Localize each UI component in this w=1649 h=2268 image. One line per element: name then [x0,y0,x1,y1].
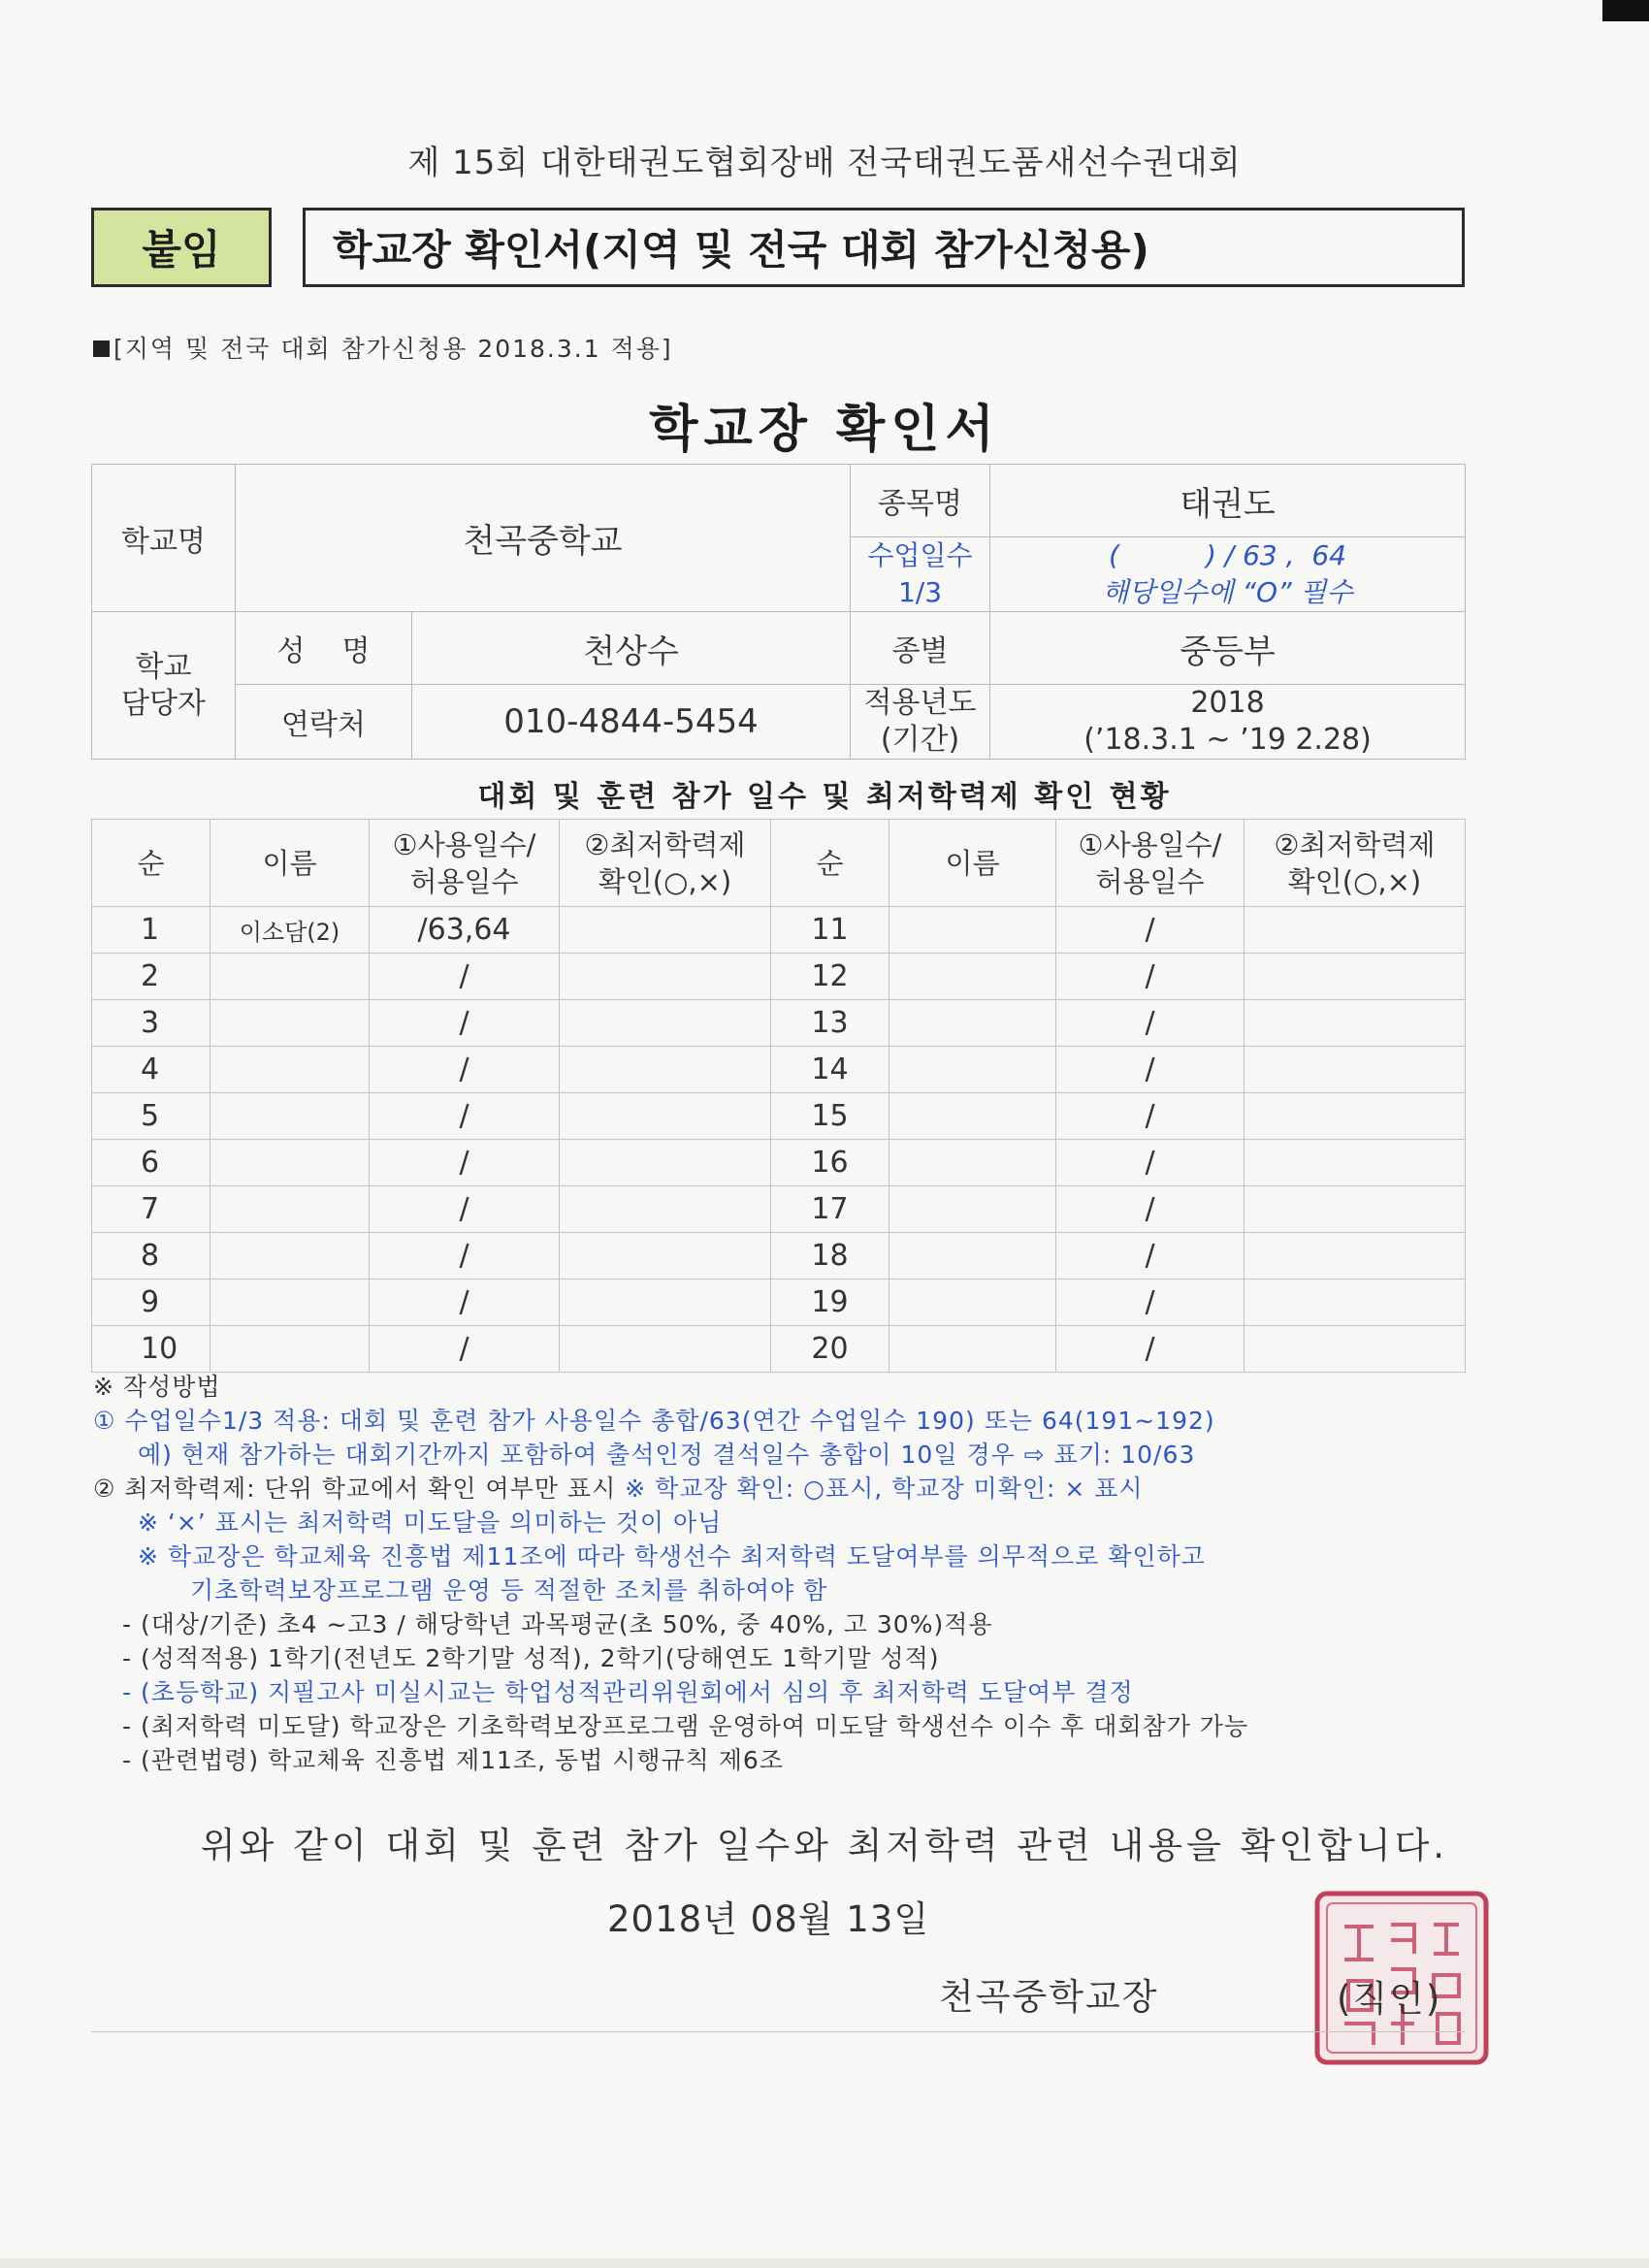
table-row [92,1093,1466,1140]
year-value [990,685,1466,760]
academic-check [560,1326,771,1373]
used-days: / [370,1326,560,1373]
table-row [92,1000,1466,1047]
apply-note [93,330,673,365]
academic-check [560,1093,771,1140]
year-value-main: 2018 [1190,686,1265,720]
row-no: 8 [92,1233,210,1280]
academic-check [1245,907,1466,954]
principal-title: 천곡중학교장 [939,1976,1159,2018]
header-check [1245,820,1466,907]
header-days-1: ①사용일수/ [1078,827,1222,861]
class-days-label-2: 1/3 [897,576,943,608]
used-days: / [370,1233,560,1280]
year-period: (’18.3.1 ~ ’19 2.28) [1083,723,1372,757]
note-2-prefix: ② 최저학력제: 단위 학교에서 확인 여부만 표시 [93,1474,626,1503]
class-days-label-1: 수업일수 [867,539,973,571]
detail-4: - (최저학력 미도달) 학교장은 기초학력보장프로그램 운영하여 미도달 학생선수 이수 후 대회참가 가능 [122,1712,1249,1740]
athlete-name [210,1280,370,1326]
notes-heading: ※ 작성방법 [93,1373,221,1401]
athlete-name [210,954,370,1000]
phone-value: 010-4844-5454 [412,685,851,760]
division-value: 중등부 [990,612,1466,685]
row-no: 13 [771,1000,889,1047]
used-days: / [1056,1326,1245,1373]
phone-label: 연락처 [236,685,412,760]
row-no: 11 [771,907,889,954]
athlete-name [889,907,1056,954]
athlete-name [889,1093,1056,1140]
detail-1: - (대상/기준) 초4 ~고3 / 해당학년 과목평균(초 50%, 중 40%, 고 30%)적용 [122,1610,993,1638]
header-days-1: ①사용일수/ [392,827,536,861]
academic-check [560,1047,771,1093]
row-no: 12 [771,954,889,1000]
note-2 [93,1472,1480,1506]
used-days: / [1056,1093,1245,1140]
seal-label: (직인) [1337,1978,1442,2020]
row-no: 10 [92,1326,210,1373]
used-days: / [1056,1140,1245,1186]
header-days [370,820,560,907]
used-days: / [1056,1186,1245,1233]
athlete-name [210,1140,370,1186]
athlete-name [210,1233,370,1280]
academic-check [1245,954,1466,1000]
school-info-table [91,464,1466,760]
athlete-name [889,1047,1056,1093]
row-no: 14 [771,1047,889,1093]
academic-check [560,954,771,1000]
person-name-value: 천상수 [412,612,851,685]
header-no: 순 [92,820,210,907]
used-days: /63,64 [370,907,560,954]
academic-check [1245,1093,1466,1140]
class-days-value [990,537,1466,612]
document-title: 학교장 확인서 [649,401,1000,459]
row-no: 19 [771,1280,889,1326]
athlete-name [889,1186,1056,1233]
athlete-name [210,1047,370,1093]
athlete-name [210,1186,370,1233]
header-check-2: 확인(○,×) [1287,864,1422,898]
row-no: 3 [92,1000,210,1047]
athlete-name [889,1233,1056,1280]
header-check-1: ②최저학력제 [584,827,746,861]
year-label [851,685,990,760]
academic-check [560,1280,771,1326]
note-4-line-1: ※ 학교장은 학교체육 진흥법 제11조에 따라 학생선수 최저학력 도달여부를 의무적으로 확인하고 [138,1542,1206,1571]
apply-note-text: [지역 및 전국 대회 참가신청용 2018.3.1 적용] [113,335,673,363]
used-days: / [370,1140,560,1186]
table-row [92,1047,1466,1093]
used-days: / [1056,954,1245,1000]
note-2-blue: ※ 학교장 확인: ○표시, 학교장 미확인: × 표시 [625,1474,1144,1503]
header-days-2: 허용일수 [1095,864,1205,898]
athlete-name [889,1140,1056,1186]
athlete-name [210,1093,370,1140]
academic-check [1245,1000,1466,1047]
contact-label-1: 학교 [135,649,192,684]
detail-3: - (초등학교) 지필고사 미실시교는 학업성적관리위원회에서 심의 후 최저학력 도달여부 결정 [122,1678,1134,1706]
used-days: / [370,1000,560,1047]
used-days: / [370,1093,560,1140]
contact-label-2: 담당자 [121,686,206,721]
year-label-2: (기간) [880,723,960,757]
used-days: / [1056,1233,1245,1280]
note-1-line-1: ① 수업일수1/3 적용: 대회 및 훈련 참가 사용일수 총합/63(연간 수업일수 190) 또는 64(191~192) [93,1407,1215,1435]
used-days: / [1056,907,1245,954]
table-row [92,1326,1466,1373]
athlete-name [889,1000,1056,1047]
note-3: ※ ‘×’ 표시는 최저학력 미도달을 의미하는 것이 아님 [138,1508,723,1537]
note-1-line-2: 예) 현재 참가하는 대회기간까지 포함하여 출석인정 결석일수 총합이 10일 경우 ⇨ 표기: 10/63 [138,1441,1196,1469]
header-no: 순 [771,820,889,907]
row-no: 16 [771,1140,889,1186]
used-days: / [370,954,560,1000]
table-row [92,1280,1466,1326]
header-name: 이름 [210,820,370,907]
academic-check [1245,1280,1466,1326]
used-days: / [370,1280,560,1326]
header-name: 이름 [889,820,1056,907]
bottom-divider [91,2031,1465,2032]
writing-instructions [93,1370,1480,1777]
class-days-note: 해당일수에 “O” 필수 [1102,576,1353,608]
contact-person-label [92,612,236,760]
header-days [1056,820,1245,907]
confirmation-statement: 위와 같이 대회 및 훈련 참가 일수와 최저학력 관련 내용을 확인합니다. [200,1825,1449,1866]
athlete-name: 이소담(2) [210,907,370,954]
issue-date: 2018년 08월 13일 [607,1898,930,1940]
header-days-2: 허용일수 [409,864,519,898]
athlete-name [889,954,1056,1000]
division-label: 종별 [851,612,990,685]
row-no: 9 [92,1280,210,1326]
athlete-name [889,1280,1056,1326]
row-no: 18 [771,1233,889,1280]
table-row [92,1186,1466,1233]
athlete-name [889,1326,1056,1373]
scan-bottom-edge [0,2258,1649,2268]
table-row [92,907,1466,954]
academic-check [1245,1047,1466,1093]
header-check [560,820,771,907]
header-check-2: 확인(○,×) [598,864,732,898]
academic-check [1245,1140,1466,1186]
row-no: 1 [92,907,210,954]
attachment-badge: 붙임 [91,208,272,287]
used-days: / [1056,1047,1245,1093]
row-no: 20 [771,1326,889,1373]
academic-check [1245,1233,1466,1280]
class-days-label [851,537,990,612]
academic-check [560,1186,771,1233]
note-4-line-2: 기초학력보장프로그램 운영 등 적절한 조치를 취하여야 함 [190,1576,828,1604]
detail-2: - (성적적용) 1학기(전년도 2학기말 성적), 2학기(당해연도 1학기말 성적) [122,1644,940,1672]
row-no: 17 [771,1186,889,1233]
scan-edge-mark [1602,0,1649,21]
used-days: / [1056,1280,1245,1326]
table-row [92,954,1466,1000]
academic-check [560,1140,771,1186]
table-row [92,1233,1466,1280]
form-title-box: 학교장 확인서(지역 및 전국 대회 참가신청용) [303,208,1465,287]
row-no: 15 [771,1093,889,1140]
athlete-name [210,1000,370,1047]
participation-roster-table [91,819,1466,1373]
academic-check [1245,1186,1466,1233]
class-days-fraction: ( ) / 63 , 64 [1109,539,1346,571]
row-no: 4 [92,1047,210,1093]
row-no: 6 [92,1140,210,1186]
row-no: 5 [92,1093,210,1140]
used-days: / [1056,1000,1245,1047]
person-name-label: 성 명 [236,612,412,685]
athlete-name [210,1326,370,1373]
academic-check [560,907,771,954]
academic-check [1245,1326,1466,1373]
school-name-value: 천곡중학교 [236,465,851,612]
row-no: 7 [92,1186,210,1233]
row-no: 2 [92,954,210,1000]
detail-5: - (관련법령) 학교체육 진흥법 제11조, 동법 시행규칙 제6조 [122,1746,784,1774]
year-label-1: 적용년도 [863,686,977,720]
event-title: 제 15회 대한태권도협회장배 전국태권도품새선수권대회 [407,144,1242,182]
header-check-1: ②최저학력제 [1274,827,1436,861]
academic-check [560,1000,771,1047]
school-name-label: 학교명 [92,465,236,612]
square-bullet-icon [93,340,110,357]
used-days: / [370,1047,560,1093]
used-days: / [370,1186,560,1233]
sport-value: 태권도 [990,465,1466,537]
table-row [92,1140,1466,1186]
academic-check [560,1233,771,1280]
status-section-title: 대회 및 훈련 참가 일수 및 최저학력제 확인 현황 [477,780,1172,814]
sport-label: 종목명 [851,465,990,537]
